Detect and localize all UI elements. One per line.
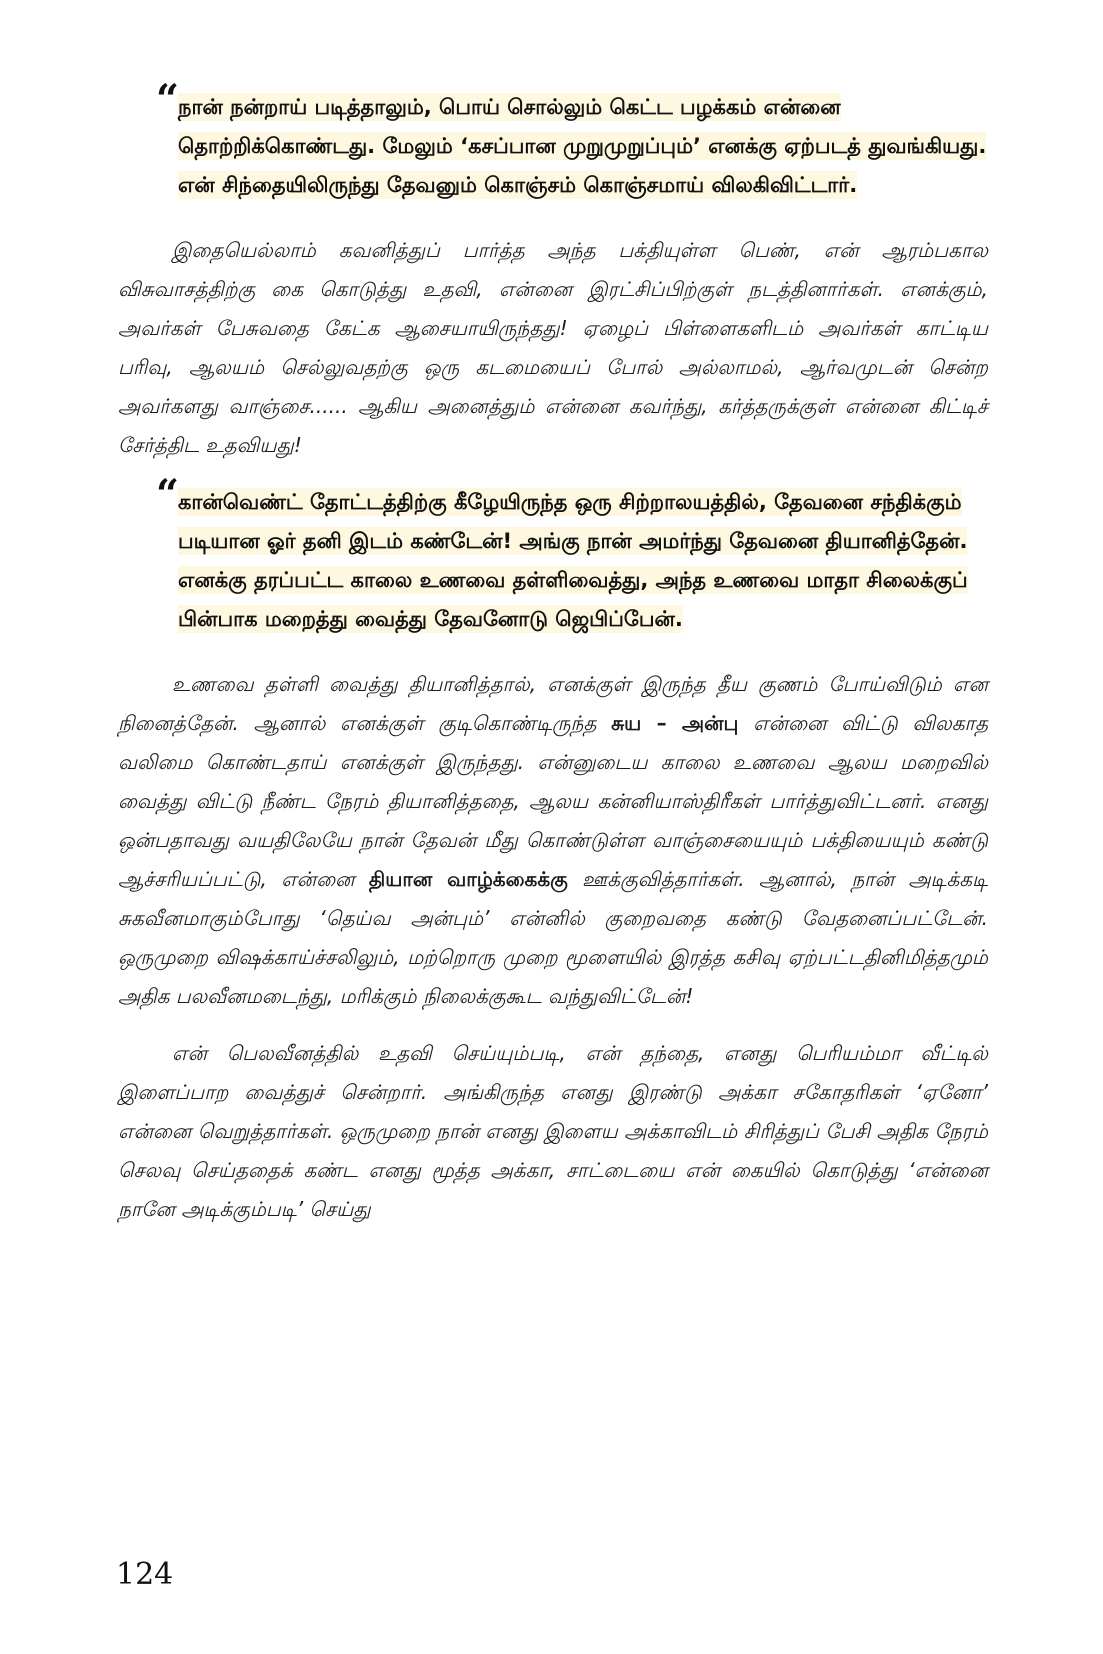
quote-block-2 (118, 471, 988, 639)
page-content (118, 76, 989, 1247)
paragraph-3: என் பெலவீனத்தில் உதவி செய்யும்படி, என் தந்தை, எனது பெரியம்மா வீட்டில் இளைப்பாற வைத்துச் சென்றார். அங்கிருந்த எனது இரண்டு அக்கா சகோதரிகள் ‘ஏனோ’ என்னை வெறுத்தார்கள். ஒருமுறை நான் எனது இளைய அக்காவிடம் சிரித்துப் பேசி அதிக நேரம் செலவு செய்ததைக் கண்ட எனது மூத்த அக்கா, சாட்டையை என் கையில் கொடுத்து ‘என்னை நானே அடிக்கும்படி’ செய்து (118, 1041, 988, 1221)
bold-meditation-life: தியான வாழ்க்கைக்கு (368, 867, 568, 891)
page-number: 124 (116, 1557, 174, 1592)
quote-mark-icon: “ (156, 76, 180, 123)
paragraph-2-part-1: உணவை தள்ளி வைத்து தியானித்தால், எனக்குள் இருந்த தீய குணம் போய்விடும் என நினைத்தேன். ஆனால் எனக்குள் குடிகொண்டிருந்த (118, 672, 988, 735)
quote-text-1 (178, 88, 988, 205)
quote-mark-icon: “ (156, 471, 180, 518)
quote-highlight-1: நான் நன்றாய் படித்தாலும், பொய் சொல்லும் கெட்ட பழக்கம் என்னை தொற்றிக்கொண்டது. மேலும் ‘கசப்பான முறுமுறுப்பும்’ எனக்கு ஏற்படத் துவங்கியது. என் சிந்தையிலிருந்து தேவனும் கொஞ்சம் கொஞ்சமாய் விலகிவிட்டார். (178, 95, 987, 197)
paragraph-2-part-3: ஊக்குவித்தார்கள். ஆனால், நான் அடிக்கடி சுகவீனமாகும்போது ‘தெய்வ அன்பும்’ என்னில் குறைவதை கண்டு வேதனைப்பட்டேன். ஒருமுறை விஷக்காய்ச்சலிலும், மற்றொரு முறை மூளையில் இரத்த கசிவு ஏற்பட்டதினிமித்தமும் அதிக பலவீனமடைந்து, மரிக்கும் நிலைக்குகூட வந்துவிட்டேன்! (118, 867, 988, 1008)
bold-self-love: சுய – அன்பு (611, 711, 739, 735)
paragraph-2 (118, 665, 988, 1016)
quote-highlight-2: கான்வெண்ட் தோட்டத்திற்கு கீழேயிருந்த ஒரு சிற்றாலயத்தில், தேவனை சந்திக்கும் படியான ஓர் தனி இடம் கண்டேன்! அங்கு நான் அமர்ந்து தேவனை தியானித்தேன். எனக்கு தரப்பட்ட காலை உணவை தள்ளிவைத்து, அந்த உணவை மாதா சிலைக்குப் பின்பாக மறைத்து வைத்து தேவனோடு ஜெபிப்பேன். (178, 490, 968, 631)
quote-text-2 (178, 483, 988, 639)
paragraph-2-part-2: என்னை விட்டு விலகாத வலிமை கொண்டதாய் எனக்குள் இருந்தது. என்னுடைய காலை உணவை ஆலய மறைவில் வைத்து விட்டு நீண்ட நேரம் தியானித்ததை, ஆலய கன்னியாஸ்திரீகள் பார்த்துவிட்டனர். எனது ஒன்பதாவது வயதிலேயே நான் தேவன் மீது கொண்டுள்ள வாஞ்சையையும் பக்தியையும் கண்டு ஆச்சரியப்பட்டு, என்னை (118, 711, 989, 891)
paragraph-1: இதையெல்லாம் கவனித்துப் பார்த்த அந்த பக்தியுள்ள பெண், என் ஆரம்பகால விசுவாசத்திற்கு கை கொடுத்து உதவி, என்னை இரட்சிப்பிற்குள் நடத்தினார்கள். எனக்கும், அவர்கள் பேசுவதை கேட்க ஆசையாயிருந்தது! ஏழைப் பிள்ளைகளிடம் அவர்கள் காட்டிய பரிவு, ஆலயம் செல்லுவதற்கு ஒரு கடமையைப் போல் அல்லாமல், ஆர்வமுடன் சென்ற அவர்களது வாஞ்சை...... ஆகிய அனைத்தும் என்னை கவர்ந்து, கர்த்தருக்குள் என்னை கிட்டிச் சேர்த்திட உதவியது! (118, 238, 988, 457)
quote-block-1 (118, 76, 988, 205)
